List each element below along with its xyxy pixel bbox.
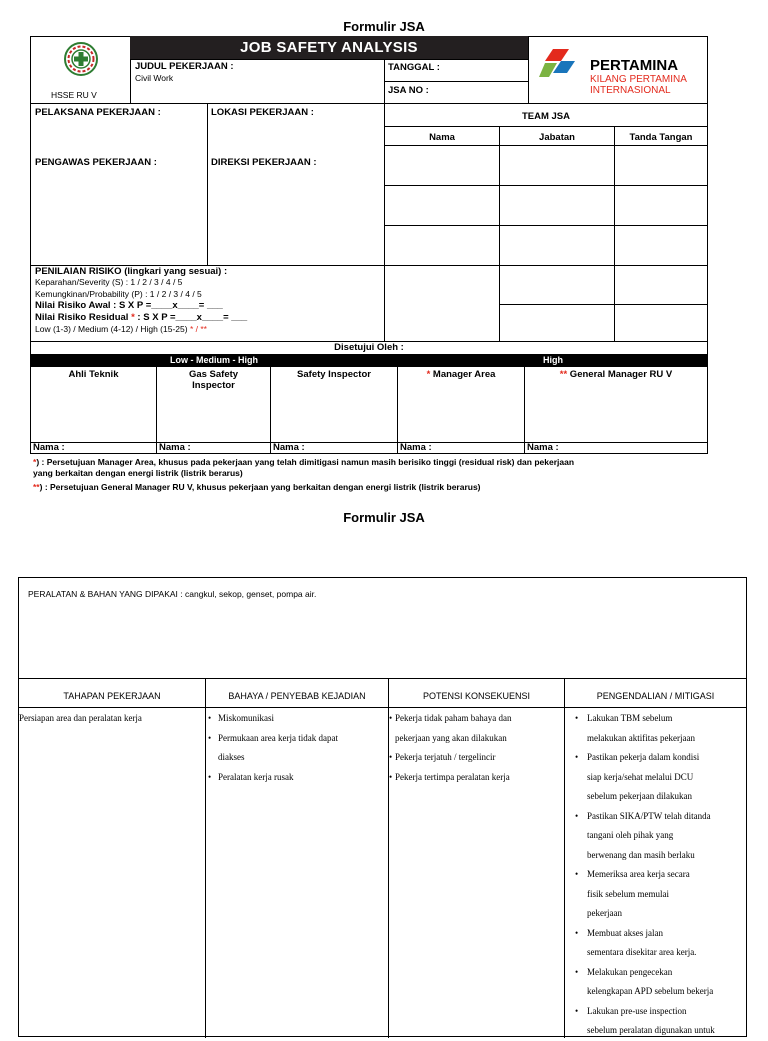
brand-sub-1: KILANG PERTAMINA <box>590 74 687 85</box>
band-low-medium-high: Low - Medium - High <box>30 354 398 366</box>
judul-label: JUDUL PEKERJAAN : <box>135 61 234 72</box>
gas-line-1: Gas Safety <box>188 369 239 380</box>
lokasi-label: LOKASI PEKERJAAN : <box>211 107 314 118</box>
red-star: * <box>131 312 135 323</box>
mitigasi-item-cont: berwenang dan masih berlaku <box>587 849 695 860</box>
mitigasi-item-cont: sebelum peralatan digunakan untuk <box>587 1025 715 1035</box>
col-bahaya: BAHAYA / PENYEBAB KEJADIAN <box>228 691 366 701</box>
approver-ahli-teknik[interactable] <box>30 366 157 454</box>
jsa-form-page-1 <box>30 36 708 454</box>
mitigasi-item-cont: kelengkapan APD sebelum bekerja <box>587 986 714 996</box>
mitigasi-item-cont: sebelum pekerjaan dilakukan <box>587 791 692 801</box>
col-tahapan: TAHAPAN PEKERJAAN <box>63 691 161 701</box>
form-title: Formulir JSA <box>343 19 425 34</box>
col-mitigasi: PENGENDALIAN / MITIGASI <box>596 691 715 701</box>
peralatan-label: PERALATAN & BAHAN YANG DIPAKAI : <box>28 589 185 599</box>
risk-severity[interactable]: Keparahan/Severity (S) : 1 / 2 / 3 / 4 / 5 <box>35 277 183 287</box>
team-cell[interactable] <box>499 145 615 186</box>
risk-title: PENILAIAN RISIKO (lingkari yang sesuai) : <box>35 266 228 277</box>
mitigasi-cell[interactable] <box>565 709 746 1041</box>
gm-label: General Manager RU V <box>567 369 673 380</box>
team-col-ttd <box>614 126 708 146</box>
judul-value[interactable]: Civil Work <box>135 73 174 83</box>
red-stars: ** <box>559 369 568 380</box>
approval-title: Disetujui Oleh : <box>334 342 404 353</box>
form-title: Formulir JSA <box>343 510 425 525</box>
jsa-no-cell[interactable] <box>384 81 529 104</box>
team-col-label: Tanda Tangan <box>629 132 693 143</box>
team-divider <box>614 304 708 305</box>
red-star: * <box>426 369 431 380</box>
bahaya-item-cont: diakses <box>218 752 245 762</box>
judul-cell <box>130 59 385 104</box>
brand-sub-2: INTERNASIONAL <box>590 85 671 96</box>
risk-residual[interactable] <box>35 312 247 323</box>
approver-label <box>525 369 707 380</box>
mitigasi-item: • Pastikan SIKA/PTW telah ditanda <box>565 807 746 827</box>
mitigasi-item: • Lakukan TBM sebelum <box>565 709 746 729</box>
mitigasi-item-cont: fisik sebelum memulai <box>587 888 669 899</box>
approver-general-manager[interactable] <box>524 366 708 454</box>
bahaya-item: • Peralatan kerja rusak <box>206 768 388 788</box>
lokasi-cell[interactable] <box>207 103 385 266</box>
red-star: * <box>33 457 37 467</box>
bahaya-item: • Permukaan area kerja tidak dapat <box>206 729 388 749</box>
note-2-text: ) : Persetujuan General Manager RU V, khusus pekerjaan yang berkaitan dengan energi listrik (listrik berarus) <box>39 482 481 492</box>
row-divider <box>19 678 746 679</box>
team-cell[interactable] <box>614 185 708 226</box>
team-cell[interactable] <box>499 225 615 266</box>
peralatan-value: cangkul, sekop, genset, pompa air. <box>184 589 317 599</box>
nama-label[interactable]: Nama : <box>400 442 432 453</box>
risk-levels-text: Low (1-3) / Medium (4-12) / High (15-25) <box>35 324 190 334</box>
nama-label[interactable]: Nama : <box>527 442 559 453</box>
pelaksana-label: PELAKSANA PEKERJAAN : <box>35 107 161 118</box>
tanggal-cell[interactable] <box>384 59 529 82</box>
note-1-text-cont: yang berkaitan dengan energi listrik (listrik berarus) <box>33 468 243 478</box>
team-jsa-title: TEAM JSA <box>521 111 571 122</box>
row-divider <box>19 707 746 708</box>
mitigasi-item: • Melakukan pengecekan <box>565 963 746 983</box>
bahaya-item: • Miskomunikasi <box>206 709 388 729</box>
bahaya-cell[interactable] <box>206 709 388 787</box>
team-cell[interactable] <box>384 145 500 186</box>
gas-line-2: Inspector <box>192 380 235 391</box>
approval-divider <box>30 341 708 355</box>
mitigasi-item: • Lakukan pre-use inspection <box>565 1002 746 1022</box>
potensi-item: • Pekerja tidak paham bahaya dan <box>389 709 564 729</box>
note-manager-area <box>33 457 703 479</box>
team-cell[interactable] <box>614 145 708 186</box>
mitigasi-item: • Membuat akses jalan <box>565 924 746 944</box>
hsse-logo-icon <box>64 42 98 76</box>
nama-label[interactable]: Nama : <box>33 442 65 453</box>
potensi-item: • Pekerja tertimpa peralatan kerja <box>389 768 564 788</box>
risk-levels <box>35 324 207 334</box>
team-jsa-header <box>384 103 708 127</box>
tanggal-label: TANGGAL : <box>388 62 440 73</box>
jsa-form-page-2 <box>18 577 747 1037</box>
tahapan-cell[interactable]: Persiapan area dan peralatan kerja <box>19 713 142 723</box>
approver-safety-inspector[interactable] <box>270 366 398 454</box>
approver-label <box>398 369 524 380</box>
nama-label[interactable]: Nama : <box>159 442 191 453</box>
potensi-item-cont: pekerjaan yang akan dilakukan <box>395 732 507 743</box>
potensi-cell[interactable] <box>389 709 564 787</box>
peralatan-field[interactable] <box>28 589 316 599</box>
direksi-label: DIREKSI PEKERJAAN : <box>211 157 317 168</box>
mitigasi-item-cont: tangani oleh pihak yang <box>587 830 674 840</box>
team-cell[interactable] <box>384 185 500 226</box>
mitigasi-item-cont: pekerjaan <box>587 908 622 918</box>
risk-assessment-cell <box>30 265 385 342</box>
approver-label <box>157 369 270 391</box>
approver-label: Ahli Teknik <box>68 369 119 380</box>
hsse-logo-cell <box>30 36 131 104</box>
red-stars: * / ** <box>189 324 207 334</box>
approver-manager-area[interactable] <box>397 366 525 454</box>
team-divider <box>499 304 615 305</box>
team-cell[interactable] <box>384 265 500 342</box>
nama-row-divider <box>30 442 708 454</box>
risk-awal[interactable]: Nilai Risiko Awal : S X P =____x____= ___ <box>35 300 223 311</box>
risk-residual-label: Nilai Risiko Residual <box>35 312 132 323</box>
logo-caption: HSSE RU V <box>51 90 97 100</box>
pelaksana-cell[interactable] <box>30 103 208 266</box>
team-cell[interactable] <box>384 225 500 266</box>
pengawas-label: PENGAWAS PEKERJAAN : <box>35 157 157 168</box>
brand-name: PERTAMINA <box>590 57 679 74</box>
nama-label[interactable]: Nama : <box>273 442 305 453</box>
pertamina-logo-cell <box>528 36 708 104</box>
team-col-label: Jabatan <box>539 132 575 143</box>
mitigasi-item-cont: sementara disekitar area kerja. <box>587 947 697 957</box>
mitigasi-item: • Memeriksa area kerja secara <box>565 865 746 885</box>
pertamina-logo-icon <box>539 49 575 81</box>
mitigasi-item-cont: melakukan aktifitas pekerjaan <box>587 732 695 743</box>
jsa-banner: JOB SAFETY ANALYSIS <box>130 36 528 60</box>
mitigasi-item: • Pastikan pekerja dalam kondisi <box>565 748 746 768</box>
jsa-no-label: JSA NO : <box>388 85 429 96</box>
team-cell[interactable] <box>499 185 615 226</box>
note-1-text: ) : Persetujuan Manager Area, khusus pada pekerjaan yang telah dimitigasi namun masih berisiko tinggi (residual risk) dan pekerjaan <box>36 457 575 467</box>
manager-label: Manager Area <box>430 369 496 380</box>
team-col-nama <box>384 126 500 146</box>
col-potensi: POTENSI KONSEKUENSI <box>422 691 531 701</box>
approver-gas-safety[interactable] <box>156 366 271 454</box>
team-col-jabatan <box>499 126 615 146</box>
risk-probability[interactable]: Kemungkinan/Probability (P) : 1 / 2 / 3 / 4 / 5 <box>35 289 202 299</box>
team-cell[interactable] <box>614 225 708 266</box>
mitigasi-item-cont: siap kerja/sehat melalui DCU <box>587 771 694 782</box>
team-col-label: Nama <box>429 132 455 143</box>
risk-residual-formula: : S X P =____x____= ___ <box>134 312 248 323</box>
potensi-item: • Pekerja terjatuh / tergelincir <box>389 748 564 768</box>
note-general-manager <box>33 482 703 493</box>
approver-label: Safety Inspector <box>297 369 371 380</box>
red-stars: ** <box>33 482 40 492</box>
band-high: High <box>398 354 708 366</box>
